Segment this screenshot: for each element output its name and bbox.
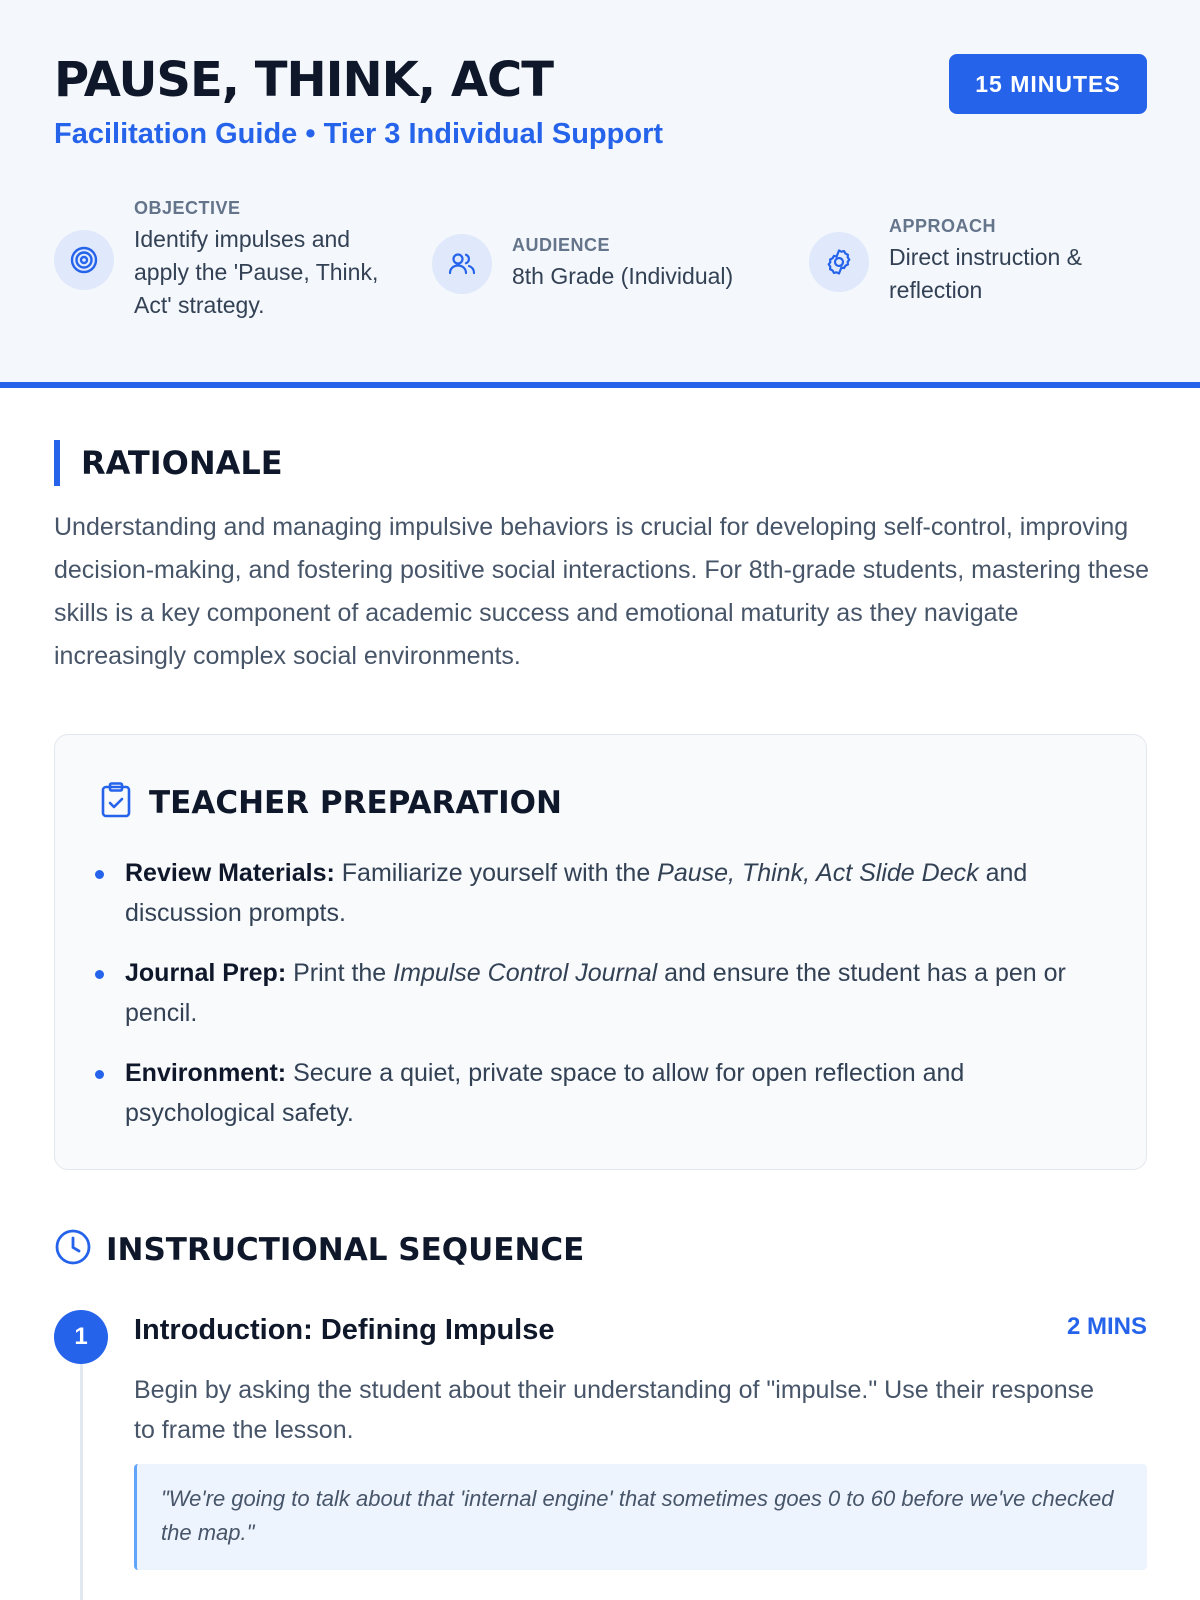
- meta-label: OBJECTIVE: [134, 198, 241, 218]
- step-quote: "We're going to talk about that 'internal engine' that sometimes goes 0 to 60 before we've checked the map.": [134, 1464, 1147, 1570]
- target-icon: [54, 230, 114, 290]
- meta-audience: [432, 234, 782, 294]
- duration-badge: 15 MINUTES: [949, 54, 1147, 114]
- timeline-line: [80, 1360, 83, 1600]
- lesson-header: [0, 0, 1200, 388]
- item-emphasis: Pause, Think, Act Slide Deck: [657, 859, 979, 887]
- meta-objective: [54, 198, 394, 322]
- meta-value: 8th Grade (Individual): [512, 263, 734, 289]
- sequence-header: [54, 1228, 584, 1271]
- meta-approach: [809, 216, 1129, 307]
- users-icon: [432, 234, 492, 294]
- rationale-text: Understanding and managing impulsive behaviors is crucial for developing self-control, improving decision-making, and fostering positive social interactions. For 8th-grade students, mastering these skills is a key component of academic success and emotional maturity as they navigate increasingly complex social environments.: [54, 513, 1150, 670]
- meta-label: APPROACH: [889, 216, 997, 236]
- list-item: [125, 1053, 1105, 1133]
- clock-icon: [54, 1228, 92, 1271]
- meta-value: Direct instruction & reflection: [889, 244, 1083, 303]
- list-item: [125, 953, 1105, 1033]
- item-text: Print the: [293, 959, 387, 987]
- step-description: Begin by asking the student about their understanding of "impulse." Use their response to frame the lesson.: [134, 1376, 1094, 1444]
- item-emphasis: Impulse Control Journal: [393, 959, 658, 987]
- item-label: Environment:: [125, 1059, 287, 1087]
- meta-value: Identify impulses and apply the 'Pause, Think, Act' strategy.: [134, 226, 379, 318]
- list-item: [125, 853, 1105, 933]
- step-number: 1: [54, 1310, 108, 1364]
- item-label: Journal Prep:: [125, 959, 287, 987]
- item-text: Familiarize yourself with the: [341, 859, 651, 887]
- item-label: Review Materials:: [125, 859, 335, 887]
- item-text: and ensure the student has a pen or pencil.: [125, 959, 1066, 1027]
- rationale-heading: RATIONALE: [54, 440, 283, 486]
- preparation-list: [125, 853, 1105, 1153]
- step-title: Introduction: Defining Impulse: [134, 1314, 555, 1346]
- teacher-preparation-card: [54, 734, 1147, 1170]
- meta-label: AUDIENCE: [512, 235, 611, 255]
- clipboard-check-icon: [99, 781, 133, 824]
- item-text: and discussion prompts.: [125, 859, 1028, 927]
- gear-icon: [809, 232, 869, 292]
- preparation-heading: TEACHER PREPARATION: [149, 784, 562, 821]
- page-subtitle: Facilitation Guide • Tier 3 Individual Support: [54, 118, 664, 150]
- step-duration: 2 MINS: [1066, 1313, 1147, 1340]
- page-title: PAUSE, THINK, ACT: [54, 52, 553, 108]
- sequence-heading: INSTRUCTIONAL SEQUENCE: [106, 1231, 585, 1268]
- item-text: Secure a quiet, private space to allow for open reflection and psychological safety.: [125, 1059, 965, 1127]
